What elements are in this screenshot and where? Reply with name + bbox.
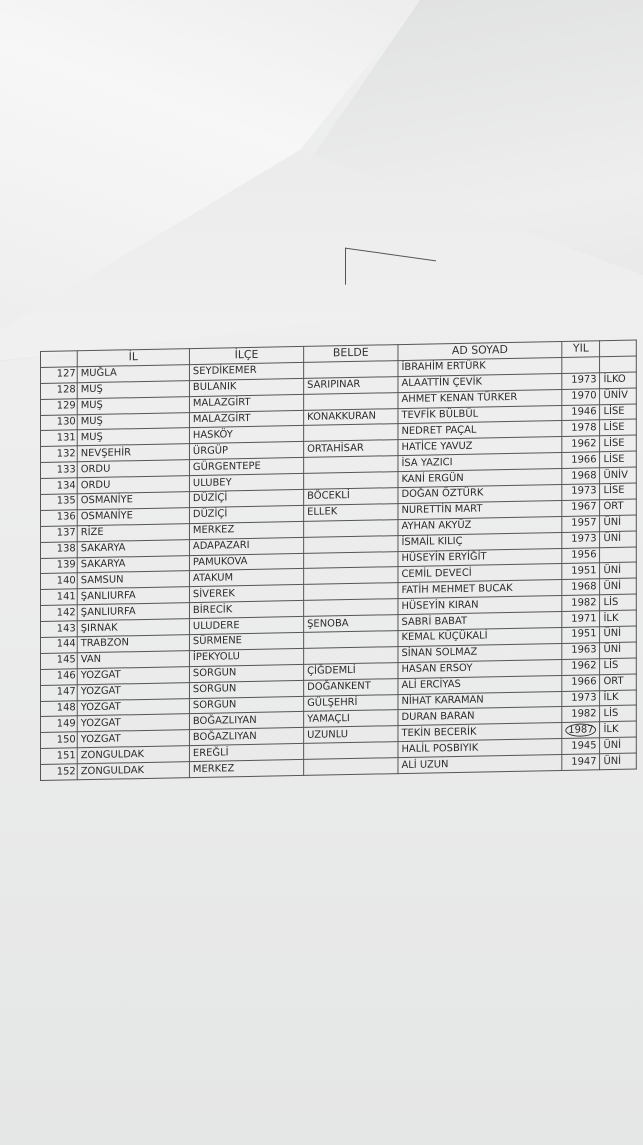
cell-egitim: LİSE — [600, 435, 637, 452]
cell-il: RİZE — [77, 523, 189, 541]
cell-egitim: LİS — [600, 658, 637, 675]
cell-yil: 1956 — [562, 547, 600, 564]
row-number: 131 — [40, 430, 77, 447]
cell-egitim: ORT — [600, 674, 637, 691]
cell-egitim: ÜNİV — [600, 467, 637, 484]
cell-ilce: ÜRGÜP — [189, 442, 303, 460]
cell-yil — [562, 357, 600, 374]
cell-egitim: İLK — [600, 610, 637, 627]
cell-belde — [304, 583, 398, 601]
cell-egitim: İLK — [600, 721, 637, 738]
cell-ilce: BOĞAZLIYAN — [189, 712, 303, 730]
row-number: 150 — [40, 732, 77, 749]
cell-ilce: MALAZGİRT — [189, 394, 303, 412]
cell-ad-soyad: KANİ ERGÜN — [398, 469, 562, 488]
cell-ad-soyad: SABRİ BABAT — [398, 612, 562, 631]
row-number: 149 — [40, 716, 77, 733]
cell-il: NEVŞEHİR — [77, 444, 189, 462]
cell-ad-soyad: SİNAN SOLMAZ — [398, 643, 562, 662]
cell-ad-soyad: AYHAN AKYÜZ — [398, 516, 562, 535]
cell-belde: SARIPINAR — [304, 376, 398, 394]
cell-egitim: ORT — [600, 499, 637, 516]
cell-egitim — [600, 547, 637, 564]
cell-egitim: LİSE — [600, 419, 637, 436]
cell-belde — [304, 361, 398, 379]
cell-il: MUŞ — [77, 396, 189, 414]
cell-il: OSMANİYE — [77, 492, 189, 510]
cell-il: ŞIRNAK — [77, 619, 189, 637]
cell-yil: 1978 — [562, 420, 600, 437]
row-number: 152 — [40, 764, 77, 781]
cell-yil: 1947 — [562, 754, 600, 771]
cell-ilce: BİRECİK — [189, 601, 303, 619]
cell-yil: 1963 — [562, 643, 600, 660]
cell-egitim: LİSE — [600, 451, 637, 468]
cell-il: SAKARYA — [77, 555, 189, 573]
row-number: 136 — [40, 510, 77, 527]
cell-belde — [304, 758, 398, 776]
cell-belde: UZUNLU — [304, 726, 398, 744]
cell-il: ORDU — [77, 476, 189, 494]
cell-belde — [304, 456, 398, 474]
row-number: 144 — [40, 637, 77, 654]
cell-ilce: MERKEZ — [189, 521, 303, 539]
cell-yil: 1966 — [562, 674, 600, 691]
cell-ilce: ULUBEY — [189, 474, 303, 492]
header-egitim — [600, 340, 637, 357]
row-number: 140 — [40, 573, 77, 590]
cell-ilce: ADAPAZARI — [189, 537, 303, 555]
cell-ilce: SEYDİKEMER — [189, 362, 303, 380]
cell-ilce: DÜZİÇİ — [189, 489, 303, 507]
header-yil: YIL — [562, 341, 600, 358]
cell-ilce: HASKÖY — [189, 426, 303, 444]
cell-ilce: GÜRGENTEPE — [189, 458, 303, 476]
cell-yil: 1967 — [562, 500, 600, 517]
cell-ilce: EREĞLİ — [189, 744, 303, 762]
cell-belde — [304, 472, 398, 490]
row-number: 141 — [40, 589, 77, 606]
cell-egitim: ÜNİ — [600, 753, 637, 770]
cell-yil: 1951 — [562, 627, 600, 644]
cell-yil: 1966 — [562, 452, 600, 469]
cell-ad-soyad: ALİ UZUN — [398, 755, 562, 774]
cell-belde: DOĞANKENT — [304, 678, 398, 696]
row-number: 139 — [40, 557, 77, 574]
cell-il: ZONGULDAK — [77, 762, 189, 780]
header-ilce: İLÇE — [189, 346, 303, 364]
cell-egitim: ÜNİ — [600, 626, 637, 643]
cell-il: MUŞ — [77, 428, 189, 446]
cell-ad-soyad: DURAN BARAN — [398, 707, 562, 726]
cell-belde — [304, 631, 398, 649]
cell-il: VAN — [77, 651, 189, 669]
cell-ad-soyad: HASAN ERSOY — [398, 659, 562, 678]
circled-year: 1987 — [565, 723, 596, 737]
cell-egitim: ÜNİ — [600, 578, 637, 595]
cell-ilce: PAMUKOVA — [189, 553, 303, 571]
cell-il: MUŞ — [77, 412, 189, 430]
header-no — [40, 351, 77, 368]
cell-ilce: SORGUN — [189, 664, 303, 682]
cell-belde: ÇİĞDEMLİ — [304, 662, 398, 680]
cell-ilce: SİVEREK — [189, 585, 303, 603]
cell-ad-soyad: AHMET KENAN TÜRKER — [398, 389, 562, 408]
cell-il: ZONGULDAK — [77, 746, 189, 764]
cell-ad-soyad: İBRAHİM ERTÜRK — [398, 357, 562, 376]
cell-ad-soyad: NURETTİN MART — [398, 500, 562, 519]
cell-egitim: ÜNİ — [600, 563, 637, 580]
cell-belde: KONAKKURAN — [304, 408, 398, 426]
cell-belde — [304, 551, 398, 569]
row-number: 130 — [40, 414, 77, 431]
row-number: 134 — [40, 478, 77, 495]
header-il: İL — [77, 349, 189, 367]
row-number: 128 — [40, 383, 77, 400]
cell-ad-soyad: CEMİL DEVECİ — [398, 564, 562, 583]
row-number: 132 — [40, 446, 77, 463]
cell-ilce: SORGUN — [189, 696, 303, 714]
cell-ilce: BULANIK — [189, 378, 303, 396]
row-number: 127 — [40, 367, 77, 384]
cell-il: ORDU — [77, 460, 189, 478]
cell-belde: ŞENOBA — [304, 615, 398, 633]
row-number: 142 — [40, 605, 77, 622]
cell-belde: GÜLŞEHRİ — [304, 694, 398, 712]
cell-yil: 1957 — [562, 516, 600, 533]
cell-belde — [304, 742, 398, 760]
row-number: 148 — [40, 700, 77, 717]
cell-ad-soyad: HALİL POSBIYIK — [398, 739, 562, 758]
cell-yil: 1945 — [562, 738, 600, 755]
roll-table — [40, 340, 637, 782]
cell-belde — [304, 599, 398, 617]
cell-yil: 1968 — [562, 579, 600, 596]
cell-ilce: ATAKUM — [189, 569, 303, 587]
cell-ad-soyad: İSMAİL KILIÇ — [398, 532, 562, 551]
cell-ad-soyad: TEVFİK BÜLBÜL — [398, 405, 562, 424]
cell-ad-soyad: NEDRET PAÇAL — [398, 421, 562, 440]
cell-yil: 1962 — [562, 436, 600, 453]
header-ad-soyad: AD SOYAD — [398, 341, 562, 360]
cell-belde — [304, 424, 398, 442]
cell-yil: 1968 — [562, 468, 600, 485]
cell-yil: 1946 — [562, 404, 600, 421]
cell-belde: BÖCEKLİ — [304, 488, 398, 506]
cell-egitim: LİSE — [600, 483, 637, 500]
cell-ad-soyad: TEKİN BECERİK — [398, 723, 562, 742]
cell-ad-soyad: HÜSEYİN ERYİĞİT — [398, 548, 562, 567]
cell-ilce: İPEKYOLU — [189, 648, 303, 666]
cell-ilce: BOĞAZLIYAN — [189, 728, 303, 746]
cell-yil: 1962 — [562, 659, 600, 676]
cell-ad-soyad: DOĞAN ÖZTÜRK — [398, 484, 562, 503]
row-number: 151 — [40, 748, 77, 765]
cell-yil: 1973 — [562, 690, 600, 707]
cell-egitim: LİSE — [600, 404, 637, 421]
cell-il: OSMANİYE — [77, 508, 189, 526]
cell-belde — [304, 392, 398, 410]
cell-il: ŞANLIURFA — [77, 587, 189, 605]
cell-egitim: ÜNİ — [600, 515, 637, 532]
cell-ilce: DÜZİÇİ — [189, 505, 303, 523]
cell-belde — [304, 535, 398, 553]
cell-il: SAMSUN — [77, 571, 189, 589]
cell-ilce: ULUDERE — [189, 617, 303, 635]
cell-egitim — [600, 356, 637, 373]
cell-egitim: LİS — [600, 594, 637, 611]
row-number: 137 — [40, 526, 77, 543]
cell-ilce: MALAZGİRT — [189, 410, 303, 428]
row-number: 145 — [40, 653, 77, 670]
cell-yil: 1973 — [562, 484, 600, 501]
cell-il: ŞANLIURFA — [77, 603, 189, 621]
cell-egitim: İLKO — [600, 372, 637, 389]
cell-yil: 1982 — [562, 706, 600, 723]
table-body — [40, 356, 636, 781]
cell-ad-soyad: FATİH MEHMET BUCAK — [398, 580, 562, 599]
row-number: 133 — [40, 462, 77, 479]
cell-ad-soyad: ALİ ERCİYAS — [398, 675, 562, 694]
cell-ilce: SORGUN — [189, 680, 303, 698]
cell-il: YOZGAT — [77, 666, 189, 684]
cell-belde: YAMAÇLI — [304, 710, 398, 728]
cell-il: TRABZON — [77, 635, 189, 653]
cell-ilce: MERKEZ — [189, 760, 303, 778]
row-number: 147 — [40, 684, 77, 701]
cell-ad-soyad: İSA YAZICI — [398, 453, 562, 472]
cell-il: MUĞLA — [77, 365, 189, 383]
row-number: 146 — [40, 669, 77, 686]
cell-il: MUŞ — [77, 380, 189, 398]
cell-ad-soyad: HÜSEYİN KIRAN — [398, 596, 562, 615]
cell-belde: ELLEK — [304, 504, 398, 522]
cell-belde — [304, 647, 398, 665]
cell-yil: 1970 — [562, 388, 600, 405]
cell-egitim: ÜNİ — [600, 737, 637, 754]
cell-ad-soyad: KEMAL KÜÇÜKALİ — [398, 628, 562, 647]
cell-il: SAKARYA — [77, 539, 189, 557]
cell-egitim: LİS — [600, 706, 637, 723]
cell-egitim: ÜNİ — [600, 642, 637, 659]
cell-il: YOZGAT — [77, 730, 189, 748]
cell-egitim: ÜNİ — [600, 531, 637, 548]
cell-ad-soyad: HATİCE YAVUZ — [398, 437, 562, 456]
row-number: 143 — [40, 621, 77, 638]
row-number: 138 — [40, 541, 77, 558]
cell-belde — [304, 567, 398, 585]
cell-egitim: İLK — [600, 690, 637, 707]
row-number: 129 — [40, 398, 77, 415]
cell-yil: 1971 — [562, 611, 600, 628]
cell-ilce: SÜRMENE — [189, 632, 303, 650]
cell-il: YOZGAT — [77, 698, 189, 716]
row-number: 135 — [40, 494, 77, 511]
cell-yil: 1951 — [562, 563, 600, 580]
cell-ad-soyad: NİHAT KARAMAN — [398, 691, 562, 710]
cell-yil — [562, 722, 600, 739]
cell-yil: 1973 — [562, 531, 600, 548]
cell-belde: ORTAHİSAR — [304, 440, 398, 458]
cell-yil: 1982 — [562, 595, 600, 612]
cell-yil: 1973 — [562, 373, 600, 390]
cell-il: YOZGAT — [77, 714, 189, 732]
cell-ad-soyad: ALAATTİN ÇEVİK — [398, 373, 562, 392]
cell-il: YOZGAT — [77, 682, 189, 700]
cell-egitim: ÜNİV — [600, 388, 637, 405]
roll-table-wrapper — [40, 340, 637, 782]
cell-belde — [304, 519, 398, 537]
header-belde: BELDE — [304, 345, 398, 363]
